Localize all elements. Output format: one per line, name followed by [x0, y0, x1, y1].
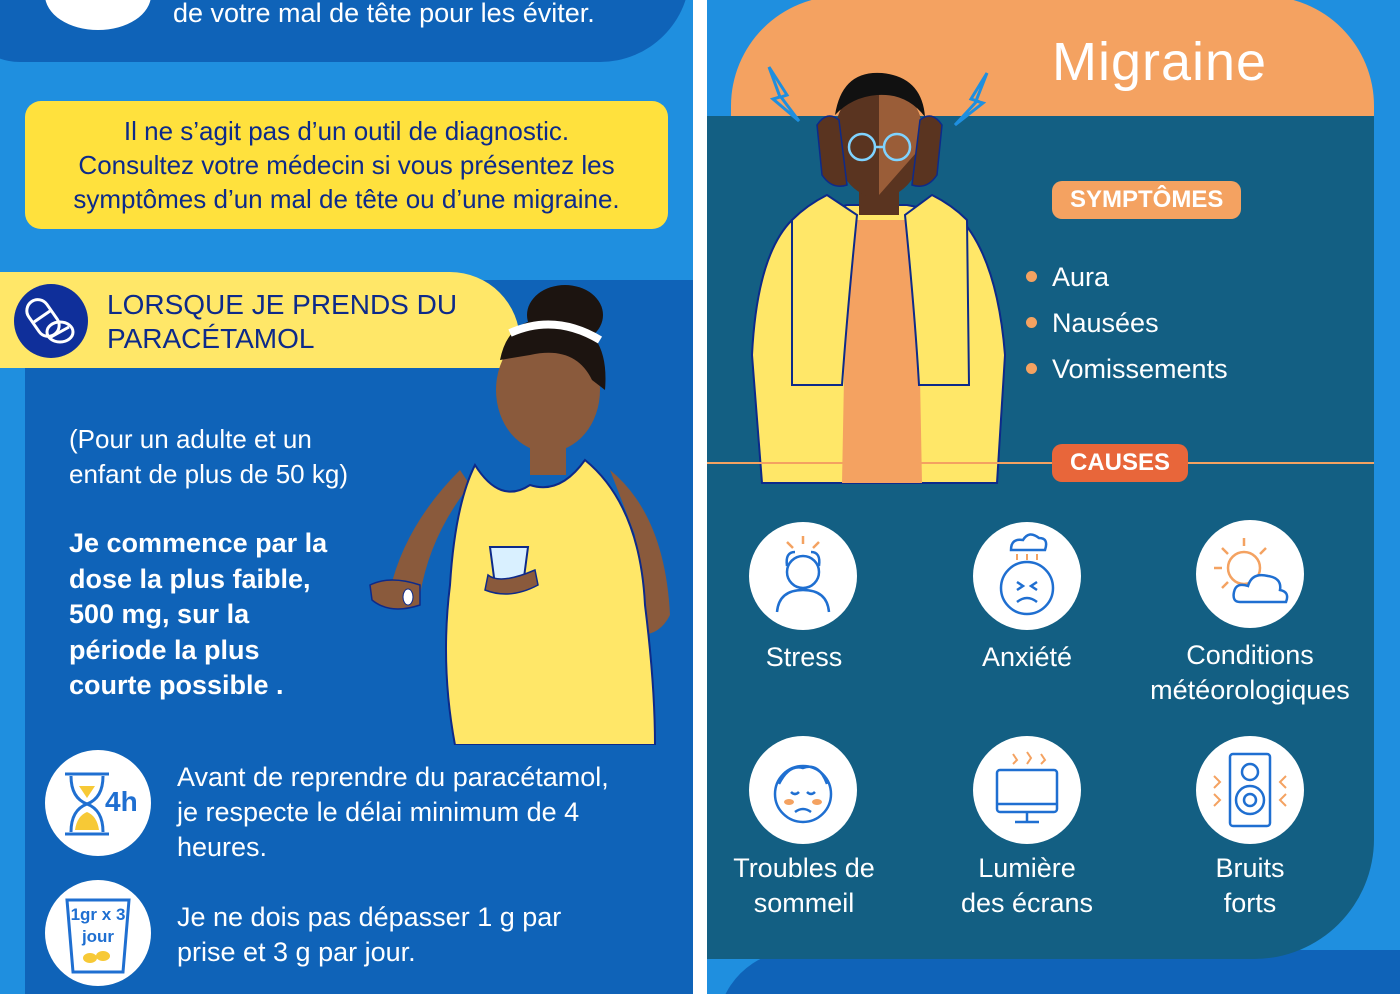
dose-cup-icon: [45, 880, 151, 986]
bullet-dot: [1026, 271, 1037, 282]
sleepy-face-icon: [749, 736, 857, 844]
dose-cup-label-line: jour: [81, 927, 115, 946]
cause-label-line: Stress: [765, 642, 843, 672]
cause-label-line: des écrans: [960, 888, 1094, 918]
symptom-item: [1052, 306, 1159, 340]
cause-label: [907, 640, 1147, 675]
bullet-dot: [1026, 363, 1037, 374]
disclaimer-line: Consultez votre médecin si vous présentez les: [78, 150, 615, 180]
migraine-panel: [707, 0, 1400, 994]
pill-icon: [14, 284, 88, 358]
symptom-item: [1052, 352, 1228, 386]
cause-label-line: Anxiété: [981, 642, 1073, 672]
max-dose-text-line: Je ne dois pas dépasser 1 g par: [177, 902, 562, 932]
wait-text: [177, 760, 677, 865]
paracetamol-title-line: LORSQUE JE PRENDS DU: [107, 289, 458, 320]
top-text: de votre mal de tête pour les éviter.: [173, 0, 595, 28]
hourglass-icon: [45, 750, 151, 856]
adult-note-line: enfant de plus de 50 kg): [69, 459, 348, 489]
cause-label-line: forts: [1223, 888, 1277, 918]
wait-text-line: Avant de reprendre du paracétamol,: [177, 762, 609, 792]
cause-label-line: Conditions: [1186, 640, 1314, 670]
symptom-label: Nausées: [1052, 308, 1159, 338]
dose-note-line: dose la plus faible,: [69, 563, 311, 594]
man-with-headache-illustration: [747, 55, 1017, 487]
max-dose-text: [177, 900, 637, 970]
bullet-dot: [1026, 317, 1037, 328]
dose-note-line: courte possible .: [69, 670, 284, 700]
cause-label-line: météorologiques: [1150, 675, 1350, 705]
cause-label: [1130, 851, 1370, 921]
stressed-person-icon: [749, 522, 857, 630]
disclaimer-line: Il ne s’agit pas d’un outil de diagnostic.: [123, 116, 570, 146]
woman-holding-pill-illustration: [360, 285, 680, 745]
paracetamol-title-line: PARACÉTAMOL: [107, 323, 315, 354]
paracetamol-panel: [0, 0, 693, 994]
adult-note-line: (Pour un adulte et un: [69, 424, 312, 454]
cause-label: [1130, 638, 1370, 708]
cause-label-line: Troubles de: [733, 853, 875, 883]
causes-badge: CAUSES: [1052, 444, 1188, 482]
screen-icon: [973, 736, 1081, 844]
wait-text-line: heures.: [177, 832, 268, 862]
dose-cup-label-line: 1gr x 3: [70, 905, 126, 924]
hourglass-label: 4h: [105, 786, 138, 817]
disclaimer-line: symptômes d’un mal de tête ou d’une migraine.: [73, 184, 620, 214]
dose-note-line: 500 mg, sur la: [69, 599, 250, 629]
wait-text-line: je respecte le délai minimum de 4: [177, 797, 580, 827]
disclaimer-box: [25, 101, 668, 229]
cause-label-line: sommeil: [753, 888, 855, 918]
section-divider: [707, 462, 1374, 464]
cause-label-line: Bruits: [1215, 853, 1285, 883]
symptoms-badge: SYMPTÔMES: [1052, 181, 1241, 219]
cause-label-line: Lumière: [978, 853, 1076, 883]
dose-note-line: période la plus: [69, 634, 260, 665]
speaker-icon: [1196, 736, 1304, 844]
weather-icon: [1196, 520, 1304, 628]
symptom-label: Vomissements: [1052, 354, 1228, 384]
cause-label: [907, 851, 1147, 921]
symptom-item: [1052, 260, 1109, 294]
dose-note: [69, 526, 369, 704]
dose-cup-label: [45, 904, 151, 948]
symptom-label: Aura: [1052, 262, 1110, 292]
adult-note: [69, 422, 399, 492]
anxious-face-icon: [973, 522, 1081, 630]
cause-label: [707, 851, 924, 921]
max-dose-text-line: prise et 3 g par jour.: [177, 937, 416, 967]
dose-note-line: Je commence par la: [69, 528, 328, 558]
migraine-title: Migraine: [1052, 32, 1268, 92]
cause-label: [707, 640, 924, 675]
